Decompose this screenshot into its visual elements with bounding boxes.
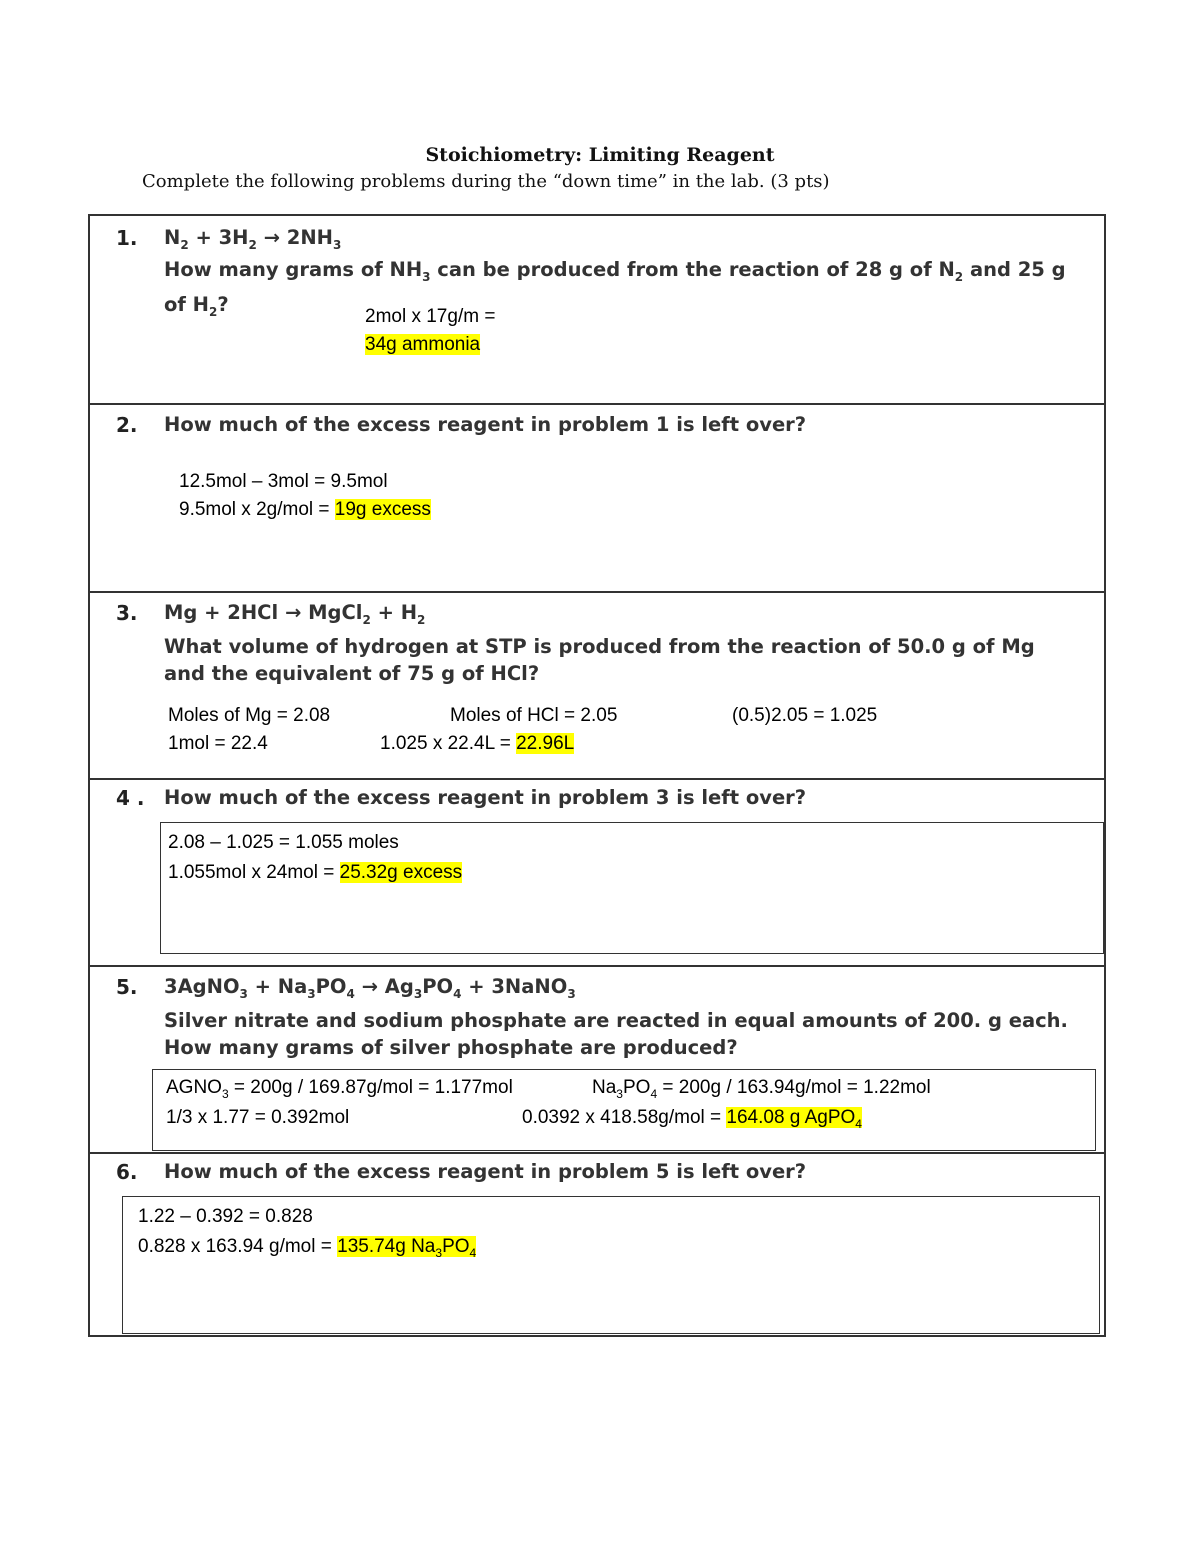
answer-line: 12.5mol – 3mol = 9.5mol bbox=[179, 471, 388, 492]
answer-result: 0.0392 x 418.58g/mol = 164.08 g AgPO$_4$ bbox=[522, 1107, 862, 1131]
problem-number: 4 . bbox=[116, 786, 145, 810]
problem-question: How much of the excess reagent in problem 5 is left over? bbox=[164, 1160, 807, 1183]
problem-number: 6. bbox=[116, 1160, 138, 1184]
problem-number: 2. bbox=[116, 413, 138, 437]
answer-line: 1.22 – 0.392 = 0.828 bbox=[138, 1206, 313, 1227]
highlighted-answer: 25.32g excess bbox=[339, 862, 463, 883]
problem-5 bbox=[90, 965, 1104, 1152]
problem-number: 5. bbox=[116, 975, 138, 999]
highlighted-answer: 34g ammonia bbox=[365, 334, 481, 355]
answer-result bbox=[365, 334, 480, 356]
page-instructions: Complete the following problems during the “down time” in the lab. (3 pts) bbox=[142, 171, 830, 192]
answer-line: 1/3 x 1.77 = 0.392mol bbox=[166, 1107, 350, 1128]
highlighted-answer: 164.08 g AgPO$_4$ bbox=[726, 1107, 862, 1131]
answer-line: $AGNO_3 = 200g / 169.87g/mol = 1.177mol$ bbox=[166, 1077, 513, 1101]
answer-line: 1mol = 22.4 bbox=[168, 733, 268, 754]
problem-question: What volume of hydrogen at STP is produced from the reaction of 50.0 g of Mg and the equivalent of 75 g of HCl? bbox=[164, 635, 1035, 685]
problem-question: How much of the excess reagent in problem 3 is left over? bbox=[164, 786, 807, 809]
problem-equation: $N_2 + 3H_2 \to 2NH_3$ bbox=[164, 226, 342, 252]
answer-result: 1.025 x 22.4L = 22.96L bbox=[380, 733, 575, 754]
problem-question: Silver nitrate and sodium phosphate are reacted in equal amounts of 200. g each. How many grams of silver phosphate are produced? bbox=[164, 1009, 1068, 1059]
problem-6 bbox=[90, 1152, 1104, 1335]
answer-line: (0.5)2.05 = 1.025 bbox=[732, 705, 878, 726]
answer-line: 2.08 – 1.025 = 1.055 moles bbox=[168, 832, 399, 853]
problem-question: How much of the excess reagent in problem 1 is left over? bbox=[164, 413, 807, 436]
problem-equation: Mg + 2HCl → MgCl$_2$ + $H_2$ bbox=[164, 601, 426, 627]
answer-result: 0.828 x 163.94 g/mol = 135.74g $Na_3PO_4$ bbox=[138, 1236, 477, 1260]
problem-equation: 3AgNO$_3$ + $Na_3PO_4 \to Ag_3PO_4$ + 3NaNO$_3$ bbox=[164, 975, 576, 1001]
answer-result: 9.5mol x 2g/mol = 19g excess bbox=[179, 499, 431, 520]
problem-table bbox=[88, 214, 1106, 1337]
problem-3 bbox=[90, 591, 1104, 778]
answer-line: Moles of Mg = 2.08 bbox=[168, 705, 331, 726]
page-title: Stoichiometry: Limiting Reagent bbox=[425, 144, 775, 166]
answer-result: 1.055mol x 24mol = 25.32g excess bbox=[168, 862, 463, 883]
highlighted-answer: 22.96L bbox=[516, 733, 575, 754]
problem-question: How many grams of $NH_3$ can be produced from the reaction of 28 g of $N_2$ and 25 g of $H_2$? bbox=[164, 258, 1066, 319]
highlighted-answer: 19g excess bbox=[334, 499, 431, 520]
problem-2 bbox=[90, 403, 1104, 591]
answer-line: Moles of HCl = 2.05 bbox=[450, 705, 618, 726]
highlighted-answer: 135.74g $Na_3PO_4$ bbox=[337, 1236, 477, 1260]
answer-line: $Na_3PO_4 = 200g / 163.94g/mol = 1.22mol$ bbox=[592, 1077, 931, 1101]
answer-line: 2mol x 17g/m = bbox=[365, 306, 496, 327]
problem-number: 3. bbox=[116, 601, 138, 625]
problem-number: 1. bbox=[116, 226, 138, 250]
problem-1 bbox=[90, 216, 1104, 403]
problem-4 bbox=[90, 778, 1104, 965]
